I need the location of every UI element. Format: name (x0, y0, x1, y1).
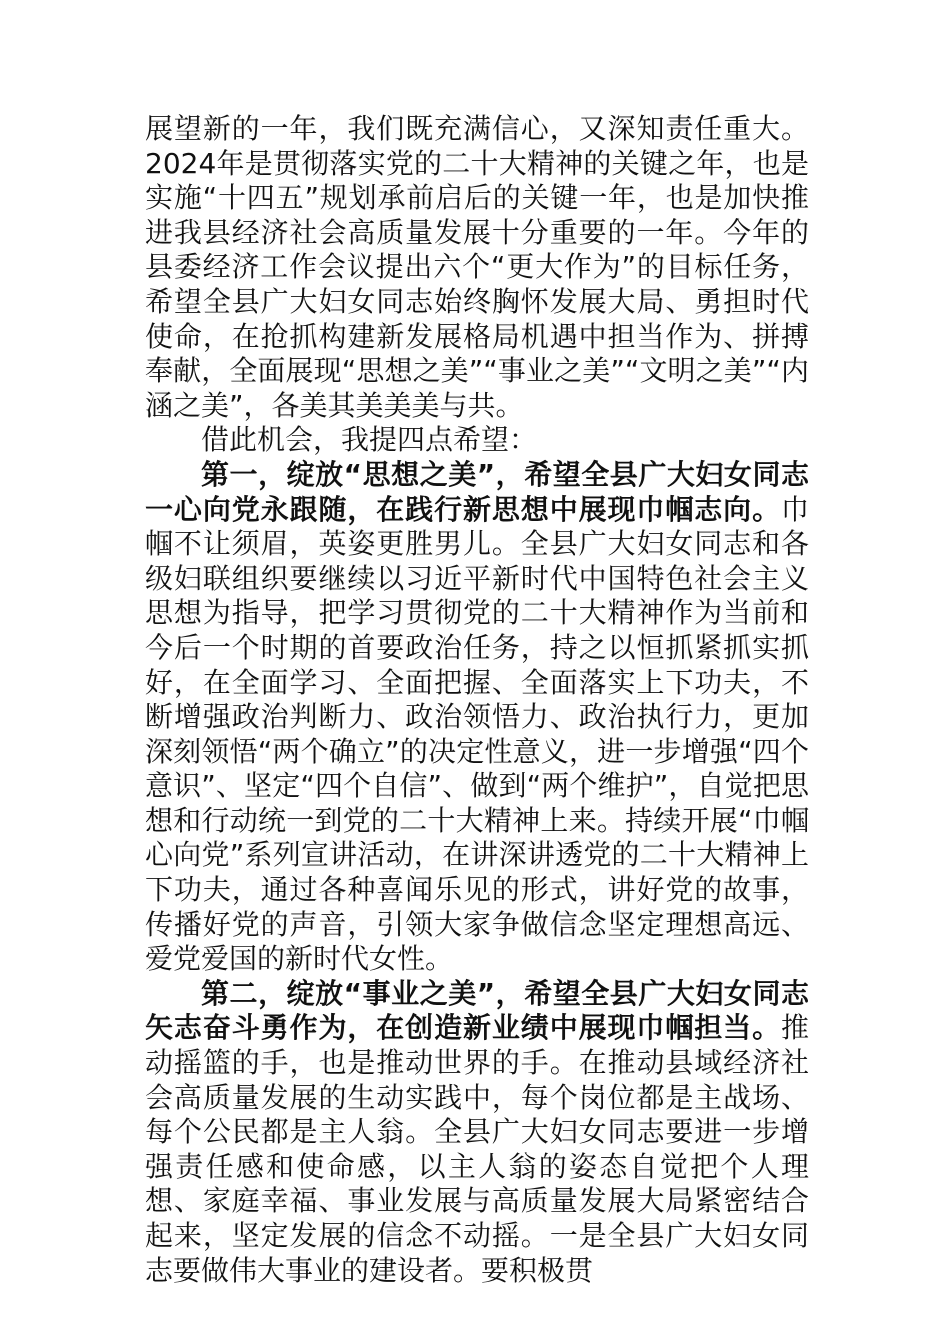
paragraph-hopes-intro (145, 423, 809, 458)
paragraph-heading: 第一，绽放“思想之美”，希望全县广大妇女同志一心向党永跟随，在践行新思想中展现巾帼志向。 (145, 457, 809, 526)
paragraph-outlook (145, 112, 809, 423)
paragraph-text: 借此机会，我提四点希望： (201, 423, 538, 457)
paragraph-first-hope (145, 458, 809, 977)
paragraph-text: 巾帼不让须眉，英姿更胜男儿。全县广大妇女同志和各级妇联组织要继续以习近平新时代中国特色社会主义思想为指导，把学习贯彻党的二十大精神作为当前和今后一个时期的首要政治任务，持之以恒抓紧抓实抓好，在全面学习、全面把握、全面落实上下功夫，不断增强政治判断力、政治领悟力、政治执行力，更加深刻领悟“两个确立”的决定性意义，进一步增强“四个意识”、坚定“四个自信”、做到“两个维护”，自觉把思想和行动统一到党的二十大精神上来。持续开展“巾帼心向党”系列宣讲活动，在讲深讲透党的二十大精神上下功夫，通过各种喜闻乐见的形式，讲好党的故事，传播好党的声音，引领大家争做信念坚定理想高远、爱党爱国的新时代女性。 (145, 492, 809, 976)
document-page (145, 112, 809, 1288)
paragraph-text: 展望新的一年，我们既充满信心，又深知责任重大。2024年是贯彻落实党的二十大精神的关键之年，也是实施“十四五”规划承前启后的关键一年，也是加快推进我县经济社会高质量发展十分重要的一年。今年的县委经济工作会议提出六个“更大作为”的目标任务，希望全县广大妇女同志始终胸怀发展大局、勇担时代使命，在抢抓构建新发展格局机遇中担当作为、拼搏奉献，全面展现“思想之美”“事业之美”“文明之美”“内涵之美”，各美其美美美与共。 (145, 112, 809, 422)
paragraph-text: 推动摇篮的手，也是推动世界的手。在推动县域经济社会高质量发展的生动实践中，每个岗位都是主战场、每个公民都是主人翁。全县广大妇女同志要进一步增强责任感和使命感，以主人翁的姿态自觉把个人理想、家庭幸福、事业发展与高质量发展大局紧密结合起来，坚定发展的信念不动摇。一是全县广大妇女同志要做伟大事业的建设者。要积极贯 (145, 1011, 809, 1287)
paragraph-second-hope (145, 977, 809, 1288)
paragraph-heading: 第二，绽放“事业之美”，希望全县广大妇女同志矢志奋斗勇作为，在创造新业绩中展现巾帼担当。 (145, 976, 809, 1045)
